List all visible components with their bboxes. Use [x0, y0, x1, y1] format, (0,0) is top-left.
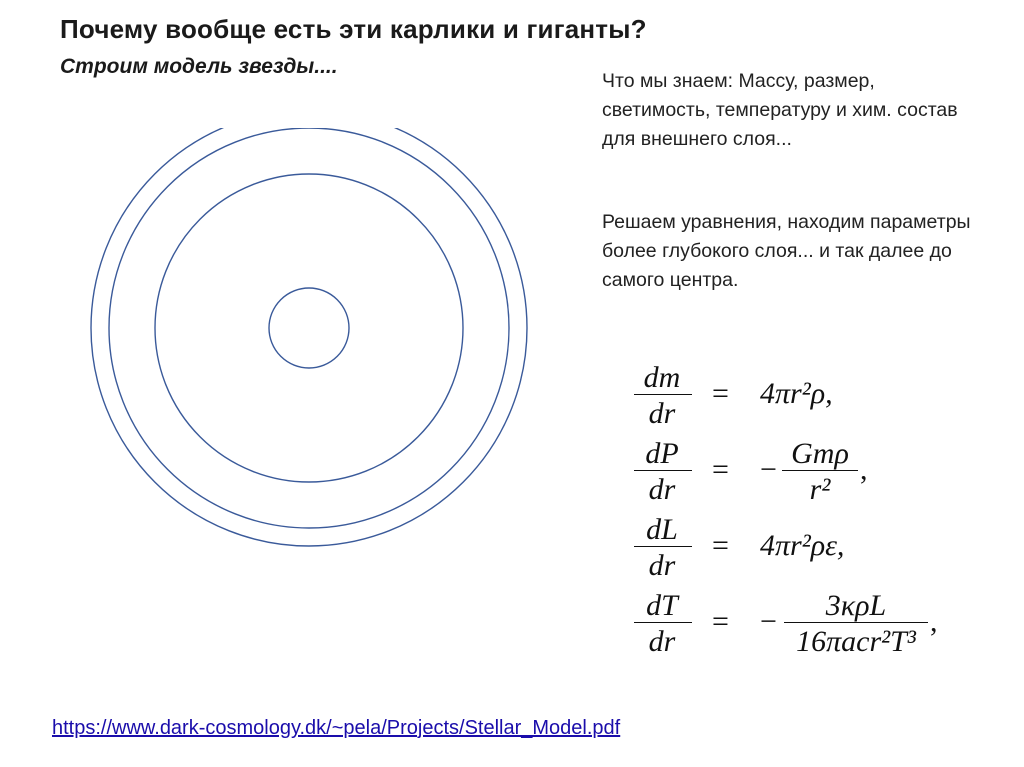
energy-generation-equation [612, 508, 972, 584]
slide-subtitle: Строим модель звезды.... [60, 55, 338, 78]
trailing-comma: , [930, 605, 938, 638]
rhs-fraction [782, 432, 858, 508]
rhs-denominator: r² [809, 473, 831, 506]
slide-title: Почему вообще есть эти карлики и гиганты? [60, 14, 647, 44]
equals-sign: = [712, 453, 729, 486]
hydrostatic-equilibrium-equation [612, 432, 972, 508]
lhs-fraction [630, 508, 694, 584]
rhs-expression: 4πr²ρ, [760, 377, 833, 410]
lhs-fraction [630, 356, 694, 432]
rhs-expression: 4πr²ρε, [760, 529, 845, 562]
known-parameters-text: Что мы знаем: Массу, размер, светимость, температуру и хим. состав для внешнего слоя... [602, 70, 958, 150]
lhs-denominator: dr [648, 397, 676, 430]
lhs-fraction [630, 584, 694, 660]
trailing-comma: , [860, 453, 868, 486]
radiative-transfer-equation [612, 584, 972, 660]
solve-equations-text: Решаем уравнения, находим параметры более глубокого слоя... и так далее до самого центра. [602, 211, 971, 291]
lhs-numerator: dL [646, 513, 678, 546]
star-layers-diagram [90, 128, 530, 568]
rhs-numerator: 3κρL [825, 589, 887, 622]
lhs-denominator: dr [648, 625, 676, 658]
lhs-numerator: dP [645, 437, 679, 470]
second-layer-ring [109, 128, 509, 528]
lhs-numerator: dm [643, 361, 681, 394]
rhs-fraction [784, 584, 928, 660]
lhs-denominator: dr [648, 473, 676, 506]
rhs-numerator: Gmρ [791, 437, 849, 470]
equals-sign: = [712, 605, 729, 638]
third-layer-ring [155, 174, 463, 482]
stellar-model-pdf-link[interactable]: https://www.dark-cosmology.dk/~pela/Projects/Stellar_Model.pdf [52, 717, 621, 739]
rhs-denominator: 16πacr²T³ [796, 625, 916, 658]
equals-sign: = [712, 377, 729, 410]
minus-sign: − [760, 605, 777, 638]
lhs-fraction [630, 432, 694, 508]
core-ring [269, 288, 349, 368]
minus-sign: − [760, 453, 777, 486]
lhs-numerator: dT [646, 589, 678, 622]
outer-layer-ring [91, 128, 527, 546]
lhs-denominator: dr [648, 549, 676, 582]
equals-sign: = [712, 529, 729, 562]
mass-continuity-equation [612, 356, 972, 432]
stellar-structure-equations [612, 356, 972, 666]
